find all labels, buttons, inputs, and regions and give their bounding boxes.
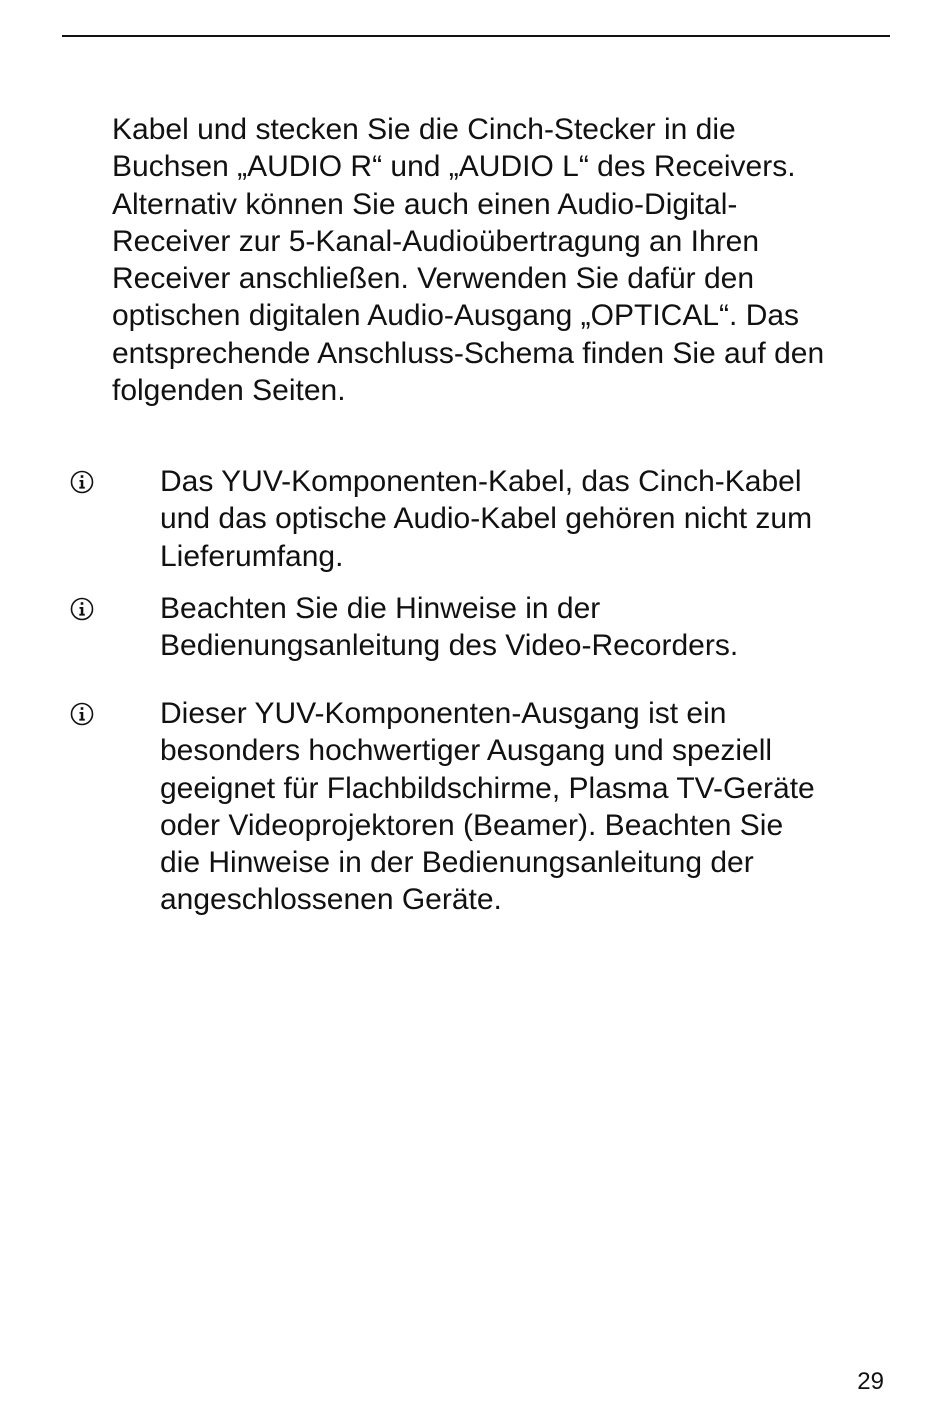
text-line: Dieser YUV-Komponenten-Ausgang ist ein — [160, 697, 727, 730]
intro-paragraph — [112, 111, 824, 409]
text-line: Buchsen „AUDIO R“ und „AUDIO L“ des Receivers. — [112, 150, 796, 184]
text-line: besonders hochwertiger Ausgang und speziell — [160, 734, 773, 768]
note-text — [160, 695, 815, 919]
text-line: Receiver anschließen. Verwenden Sie dafür den — [112, 262, 755, 296]
text-line: Bedienungsanleitung des Video-Recorders. — [160, 629, 739, 663]
text-line: angeschlossenen Geräte. — [160, 883, 502, 917]
text-line: geeignet für Flachbildschirme, Plasma TV-Geräte — [160, 771, 815, 805]
text-line: folgenden Seiten. — [112, 374, 346, 408]
text-line: optischen digitalen Audio-Ausgang „OPTICAL“. Das — [112, 299, 800, 333]
text-line: Das YUV-Komponenten-Kabel, das Cinch-Kabel — [160, 465, 802, 498]
text-line: entsprechende Anschluss-Schema finden Sie auf den — [112, 336, 825, 370]
text-line: Alternativ können Sie auch einen Audio-Digital- — [112, 187, 738, 221]
text-line: Beachten Sie die Hinweise in der — [160, 592, 601, 625]
header-rule — [62, 35, 890, 37]
text-line: Lieferumfang. — [160, 539, 344, 573]
info-icon — [70, 702, 94, 726]
text-line: oder Videoprojektoren (Beamer). Beachten Sie — [160, 808, 784, 842]
info-icon — [70, 597, 94, 621]
page-number: 29 — [857, 1368, 884, 1395]
note-text — [160, 463, 812, 575]
text-line: und das optische Audio-Kabel gehören nicht zum — [160, 502, 813, 536]
text-line: Receiver zur 5-Kanal-Audioübertragung an Ihren — [112, 224, 760, 258]
info-icon — [70, 470, 94, 494]
text-line: Kabel und stecken Sie die Cinch-Stecker in die — [112, 113, 736, 146]
text-line: die Hinweise in der Bedienungsanleitung der — [160, 846, 754, 880]
note-text — [160, 590, 738, 665]
